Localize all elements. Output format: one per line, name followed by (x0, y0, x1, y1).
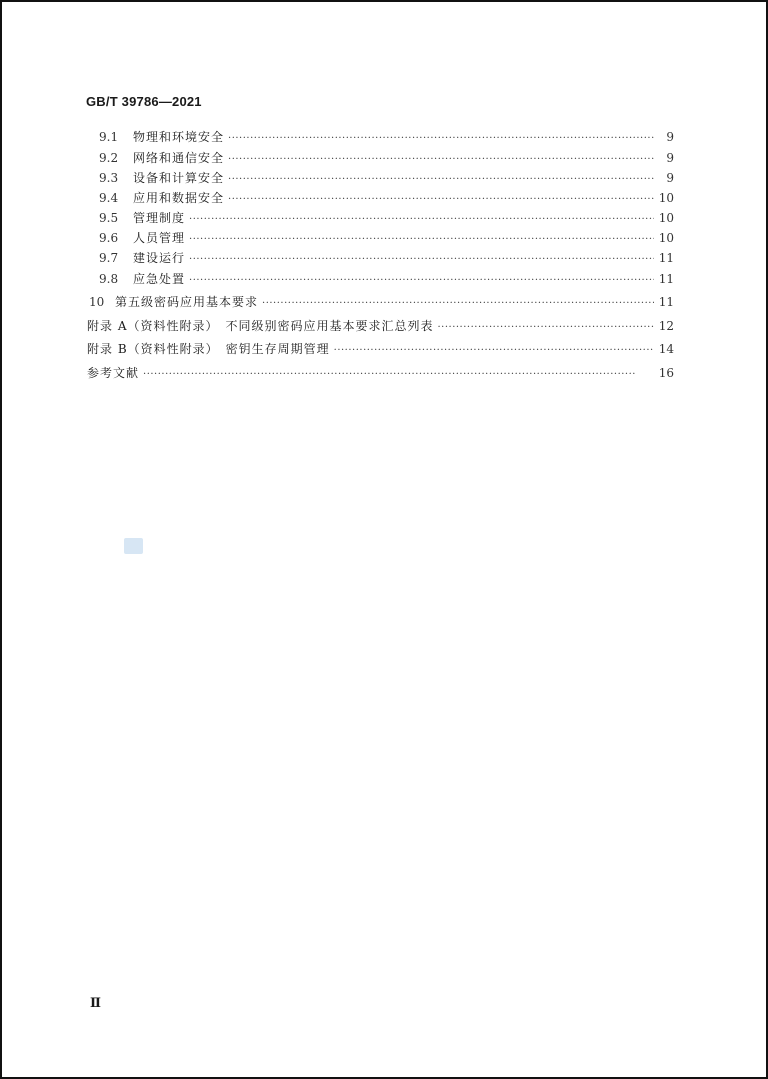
toc-entry[interactable] (99, 271, 674, 289)
toc-entry[interactable] (99, 150, 674, 168)
toc-entry-page: 11 (658, 295, 674, 309)
toc-entry[interactable] (99, 210, 674, 228)
toc-leader-dots (189, 252, 654, 268)
toc-leader-dots (437, 320, 654, 336)
toc-entry-title: 附录 A（资料性附录） 不同级别密码应用基本要求汇总列表 (87, 319, 434, 333)
toc-entry[interactable] (87, 341, 674, 359)
toc-leader-dots (189, 232, 654, 248)
toc-entry[interactable] (99, 170, 674, 188)
toc-entry[interactable] (87, 318, 674, 336)
toc-entry-title: 管理制度 (133, 211, 186, 225)
toc-entry-page: 10 (658, 211, 674, 225)
toc-entry[interactable] (99, 230, 674, 248)
toc-leader-dots (143, 367, 654, 383)
toc-leader-dots (262, 296, 654, 312)
toc-entry-title: 物理和环境安全 (133, 130, 225, 144)
toc-entry-page: 10 (658, 191, 674, 205)
toc-entry-page: 11 (658, 272, 674, 286)
toc-entry[interactable] (87, 365, 674, 383)
toc-entry[interactable] (89, 294, 674, 312)
toc-entry[interactable] (99, 190, 674, 208)
toc-entry-title: 第五级密码应用基本要求 (115, 295, 259, 309)
toc-entry-title: 应用和数据安全 (133, 191, 225, 205)
toc-entry-title: 附录 B（资料性附录） 密钥生存周期管理 (87, 342, 330, 356)
toc-entry-page: 9 (666, 130, 674, 144)
toc-entry-title: 设备和计算安全 (133, 171, 225, 185)
standard-code: GB/T 39786—2021 (86, 94, 202, 109)
toc-leader-dots (228, 152, 654, 168)
toc-entry-page: 9 (666, 151, 674, 165)
watermark-stamp (124, 538, 143, 554)
page-number: Ⅱ (90, 996, 101, 1011)
toc-entry-page: 11 (658, 251, 674, 265)
toc-leader-dots (228, 131, 654, 147)
toc-entry-number: 9.4 (99, 191, 119, 205)
toc-entry-title: 网络和通信安全 (133, 151, 225, 165)
toc-entry-number: 9.6 (99, 231, 119, 245)
toc-entry-title: 人员管理 (133, 231, 186, 245)
toc-leader-dots (189, 212, 654, 228)
toc-entry-page: 9 (666, 171, 674, 185)
toc-entry-page: 14 (658, 342, 674, 356)
toc-entry-number: 10 (89, 295, 105, 309)
toc-entry-title: 应急处置 (133, 272, 186, 286)
toc-entry[interactable] (99, 250, 674, 268)
toc-entry-number: 9.2 (99, 151, 119, 165)
toc-entry-number: 9.1 (99, 130, 119, 144)
toc-leader-dots (228, 192, 654, 208)
toc-entry-number: 9.5 (99, 211, 119, 225)
toc-leader-dots (189, 273, 654, 289)
toc-entry-number: 9.3 (99, 171, 119, 185)
toc-entry-number: 9.7 (99, 251, 119, 265)
toc-entry-page: 10 (658, 231, 674, 245)
toc-leader-dots (228, 172, 654, 188)
toc-entry-number: 9.8 (99, 272, 119, 286)
toc-leader-dots (334, 343, 654, 359)
toc-entry-page: 16 (658, 366, 674, 380)
toc-entry-title: 建设运行 (133, 251, 186, 265)
toc-entry-page: 12 (658, 319, 674, 333)
toc-entry-title: 参考文献 (87, 366, 140, 380)
toc-entry[interactable] (99, 129, 674, 147)
